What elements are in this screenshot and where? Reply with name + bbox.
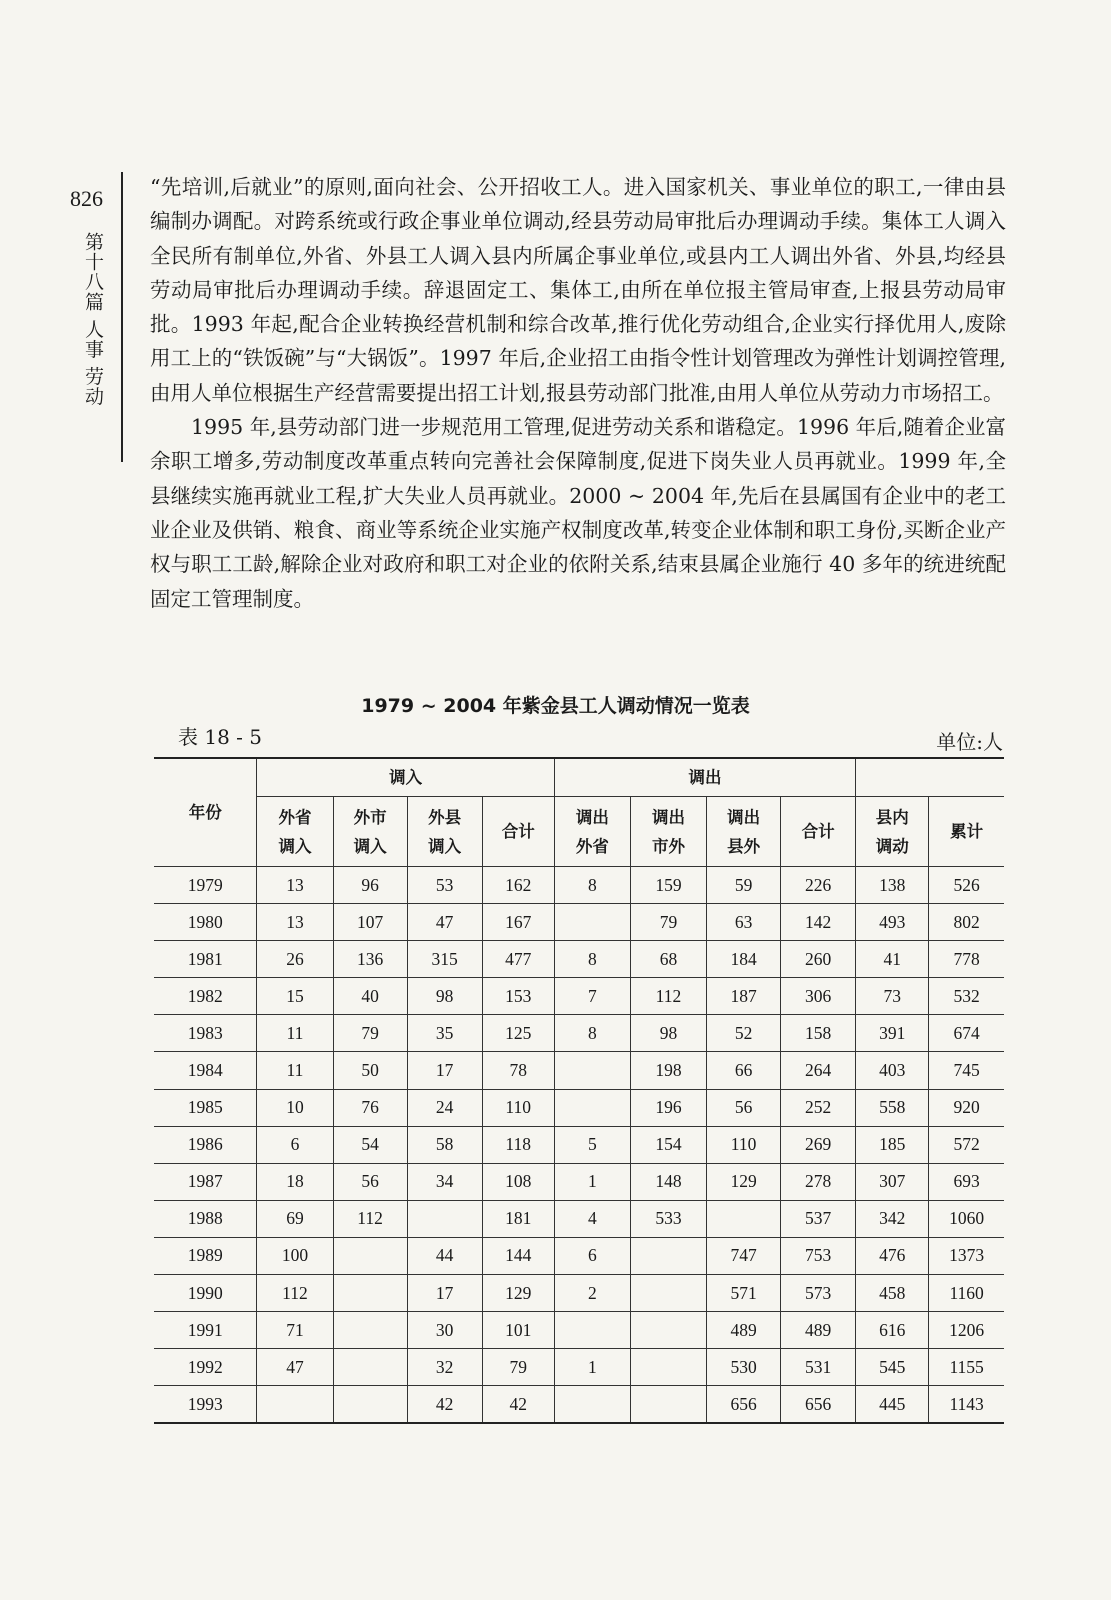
value-cell: 269	[781, 1126, 856, 1163]
value-cell: 1060	[929, 1200, 1004, 1237]
table-row	[154, 867, 1004, 904]
transfer-table	[154, 757, 1004, 1424]
value-cell: 489	[707, 1312, 781, 1349]
value-cell: 802	[929, 904, 1004, 941]
value-cell: 530	[707, 1349, 781, 1386]
value-cell: 1373	[929, 1237, 1004, 1274]
value-cell: 71	[257, 1312, 333, 1349]
value-cell: 142	[781, 904, 856, 941]
value-cell: 572	[929, 1126, 1004, 1163]
value-cell: 573	[781, 1275, 856, 1312]
value-cell	[630, 1386, 706, 1424]
value-cell: 15	[257, 978, 333, 1015]
value-cell: 493	[856, 904, 929, 941]
header-label: 县内调动	[875, 807, 909, 856]
year-cell: 1988	[154, 1200, 257, 1237]
value-cell	[257, 1386, 333, 1424]
value-cell: 125	[482, 1015, 554, 1052]
year-cell: 1987	[154, 1163, 257, 1200]
value-cell: 79	[630, 904, 706, 941]
value-cell: 391	[856, 1015, 929, 1052]
year-cell: 1993	[154, 1386, 257, 1424]
value-cell: 100	[257, 1237, 333, 1274]
table-row	[154, 1015, 1004, 1052]
value-cell: 154	[630, 1126, 706, 1163]
value-cell: 162	[482, 867, 554, 904]
value-cell: 78	[482, 1052, 554, 1089]
value-cell: 1	[554, 1349, 630, 1386]
value-cell: 1206	[929, 1312, 1004, 1349]
value-cell	[554, 1312, 630, 1349]
value-cell	[630, 1237, 706, 1274]
value-cell: 445	[856, 1386, 929, 1424]
value-cell: 26	[257, 941, 333, 978]
year-cell: 1982	[154, 978, 257, 1015]
value-cell: 526	[929, 867, 1004, 904]
header-label: 调出外省	[575, 807, 609, 856]
value-cell: 260	[781, 941, 856, 978]
value-cell: 1155	[929, 1349, 1004, 1386]
header-label: 合计	[501, 822, 535, 841]
value-cell: 63	[707, 904, 781, 941]
table-row	[154, 1237, 1004, 1274]
value-cell: 8	[554, 867, 630, 904]
value-cell: 6	[554, 1237, 630, 1274]
value-cell: 98	[630, 1015, 706, 1052]
header-cumulative	[929, 797, 1004, 867]
header-label: 外省调入	[278, 807, 312, 856]
table-title: 1979 ~ 2004 年紫金县工人调动情况一览表	[361, 695, 750, 717]
value-cell	[554, 1089, 630, 1126]
value-cell: 50	[333, 1052, 407, 1089]
value-cell: 110	[482, 1089, 554, 1126]
header-label: 累计	[950, 822, 984, 841]
value-cell: 2	[554, 1275, 630, 1312]
value-cell: 8	[554, 941, 630, 978]
value-cell: 52	[707, 1015, 781, 1052]
value-cell	[333, 1237, 407, 1274]
value-cell: 196	[630, 1089, 706, 1126]
value-cell: 656	[707, 1386, 781, 1424]
value-cell: 4	[554, 1200, 630, 1237]
value-cell: 489	[781, 1312, 856, 1349]
value-cell: 34	[407, 1163, 482, 1200]
value-cell: 1143	[929, 1386, 1004, 1424]
table-row	[154, 1089, 1004, 1126]
value-cell	[333, 1349, 407, 1386]
value-cell	[554, 1052, 630, 1089]
value-cell: 187	[707, 978, 781, 1015]
value-cell: 53	[407, 867, 482, 904]
table-row	[154, 1275, 1004, 1312]
table-row	[154, 978, 1004, 1015]
value-cell: 108	[482, 1163, 554, 1200]
year-cell: 1984	[154, 1052, 257, 1089]
value-cell: 118	[482, 1126, 554, 1163]
value-cell: 11	[257, 1052, 333, 1089]
value-cell: 181	[482, 1200, 554, 1237]
value-cell: 198	[630, 1052, 706, 1089]
value-cell: 96	[333, 867, 407, 904]
value-cell: 76	[333, 1089, 407, 1126]
value-cell: 477	[482, 941, 554, 978]
value-cell: 79	[333, 1015, 407, 1052]
value-cell: 616	[856, 1312, 929, 1349]
header-group-in: 调入	[257, 758, 554, 797]
value-cell: 342	[856, 1200, 929, 1237]
header-group-other	[856, 758, 1004, 797]
table-unit: 单位:人	[936, 730, 1003, 754]
value-cell: 545	[856, 1349, 929, 1386]
value-cell: 315	[407, 941, 482, 978]
year-cell: 1980	[154, 904, 257, 941]
value-cell: 54	[333, 1126, 407, 1163]
value-cell: 264	[781, 1052, 856, 1089]
value-cell: 30	[407, 1312, 482, 1349]
value-cell: 1160	[929, 1275, 1004, 1312]
value-cell: 35	[407, 1015, 482, 1052]
header-label: 外县调入	[428, 807, 462, 856]
value-cell: 112	[257, 1275, 333, 1312]
margin-rule	[121, 172, 123, 462]
value-cell	[630, 1275, 706, 1312]
value-cell: 533	[630, 1200, 706, 1237]
value-cell: 58	[407, 1126, 482, 1163]
year-cell: 1989	[154, 1237, 257, 1274]
header-label: 调出县外	[727, 807, 761, 856]
table-number: 表 18 - 5	[178, 725, 263, 749]
value-cell: 458	[856, 1275, 929, 1312]
value-cell: 7	[554, 978, 630, 1015]
value-cell: 693	[929, 1163, 1004, 1200]
page-number: 826	[70, 186, 103, 211]
body-text	[150, 170, 1006, 616]
table-row	[154, 1349, 1004, 1386]
value-cell: 13	[257, 867, 333, 904]
value-cell: 1	[554, 1163, 630, 1200]
table-row	[154, 1052, 1004, 1089]
value-cell: 98	[407, 978, 482, 1015]
value-cell: 13	[257, 904, 333, 941]
value-cell	[707, 1200, 781, 1237]
value-cell	[333, 1312, 407, 1349]
value-cell: 69	[257, 1200, 333, 1237]
header-in-county	[856, 797, 929, 867]
value-cell: 59	[707, 867, 781, 904]
table-row	[154, 1126, 1004, 1163]
value-cell: 158	[781, 1015, 856, 1052]
header-out-other-province	[554, 797, 630, 867]
value-cell: 107	[333, 904, 407, 941]
value-cell: 44	[407, 1237, 482, 1274]
value-cell: 40	[333, 978, 407, 1015]
value-cell: 531	[781, 1349, 856, 1386]
value-cell: 68	[630, 941, 706, 978]
value-cell: 747	[707, 1237, 781, 1274]
value-cell	[333, 1386, 407, 1424]
value-cell: 185	[856, 1126, 929, 1163]
year-cell: 1983	[154, 1015, 257, 1052]
value-cell: 47	[407, 904, 482, 941]
value-cell: 32	[407, 1349, 482, 1386]
header-label: 调出市外	[651, 807, 685, 856]
value-cell	[554, 1386, 630, 1424]
year-cell: 1986	[154, 1126, 257, 1163]
value-cell: 745	[929, 1052, 1004, 1089]
value-cell: 8	[554, 1015, 630, 1052]
value-cell: 41	[856, 941, 929, 978]
value-cell: 674	[929, 1015, 1004, 1052]
table-row	[154, 1312, 1004, 1349]
value-cell: 129	[707, 1163, 781, 1200]
header-in-other-province	[257, 797, 333, 867]
value-cell: 252	[781, 1089, 856, 1126]
header-in-other-county	[407, 797, 482, 867]
paragraph-2: 1995 年,县劳动部门进一步规范用工管理,促进劳动关系和谐稳定。1996 年后,随着企业富余职工增多,劳动制度改革重点转向完善社会保障制度,促进下岗失业人员再就业。1999 年,全县继续实施再就业工程,扩大失业人员再就业。2000 ~ 2004 年,先后在县属国有企业中的老工业企业及供销、粮食、商业等系统企业实施产权制度改革,转变企业体制和职工身份,买断企业产权与职工工龄,解除企业对政府和职工对企业的依附关系,结束县属企业施行 40 多年的统进统配固定工管理制度。	[150, 415, 1006, 611]
value-cell: 532	[929, 978, 1004, 1015]
paragraph-1: “先培训,后就业”的原则,面向社会、公开招收工人。进入国家机关、事业单位的职工,一律由县编制办调配。对跨系统或行政企事业单位调动,经县劳动局审批后办理调动手续。集体工人调入全民所有制单位,外省、外县工人调入县内所属企事业单位,或县内工人调出外省、外县,均经县劳动局审批后办理调动手续。辞退固定工、集体工,由所在单位报主管局审查,上报县劳动局审批。1993 年起,配合企业转换经营机制和综合改革,推行优化劳动组合,企业实行择优用人,废除用工上的“铁饭碗”与“大锅饭”。1997 年后,企业招工由指令性计划管理改为弹性计划调控管理,由用人单位根据生产经营需要提出招工计划,报县劳动部门批准,由用人单位从劳动力市场招工。	[150, 175, 1006, 405]
value-cell: 56	[707, 1089, 781, 1126]
value-cell: 138	[856, 867, 929, 904]
year-cell: 1991	[154, 1312, 257, 1349]
header-in-total	[482, 797, 554, 867]
value-cell: 226	[781, 867, 856, 904]
value-cell: 136	[333, 941, 407, 978]
header-in-other-city	[333, 797, 407, 867]
value-cell	[554, 904, 630, 941]
value-cell: 11	[257, 1015, 333, 1052]
year-cell: 1981	[154, 941, 257, 978]
table-row	[154, 1386, 1004, 1424]
year-cell: 1990	[154, 1275, 257, 1312]
value-cell: 144	[482, 1237, 554, 1274]
value-cell: 47	[257, 1349, 333, 1386]
header-label: 外市调入	[353, 807, 387, 856]
value-cell: 184	[707, 941, 781, 978]
value-cell: 24	[407, 1089, 482, 1126]
value-cell: 112	[630, 978, 706, 1015]
header-out-other-city	[630, 797, 706, 867]
value-cell	[407, 1200, 482, 1237]
table-row	[154, 1200, 1004, 1237]
value-cell: 73	[856, 978, 929, 1015]
value-cell	[630, 1349, 706, 1386]
value-cell	[630, 1312, 706, 1349]
value-cell: 10	[257, 1089, 333, 1126]
value-cell: 753	[781, 1237, 856, 1274]
table-body	[154, 867, 1004, 1424]
value-cell: 558	[856, 1089, 929, 1126]
value-cell: 159	[630, 867, 706, 904]
value-cell: 476	[856, 1237, 929, 1274]
value-cell: 167	[482, 904, 554, 941]
header-out-total	[781, 797, 856, 867]
year-cell: 1985	[154, 1089, 257, 1126]
value-cell: 278	[781, 1163, 856, 1200]
value-cell: 79	[482, 1349, 554, 1386]
value-cell: 66	[707, 1052, 781, 1089]
value-cell: 778	[929, 941, 1004, 978]
value-cell: 42	[482, 1386, 554, 1424]
value-cell: 101	[482, 1312, 554, 1349]
value-cell: 17	[407, 1275, 482, 1312]
value-cell: 6	[257, 1126, 333, 1163]
table-row	[154, 904, 1004, 941]
header-group-out: 调出	[554, 758, 855, 797]
value-cell: 112	[333, 1200, 407, 1237]
value-cell: 148	[630, 1163, 706, 1200]
value-cell: 537	[781, 1200, 856, 1237]
value-cell: 18	[257, 1163, 333, 1200]
value-cell: 920	[929, 1089, 1004, 1126]
chapter-side-title: 第十八篇 人事 劳动	[82, 232, 104, 407]
value-cell: 17	[407, 1052, 482, 1089]
value-cell: 56	[333, 1163, 407, 1200]
value-cell: 129	[482, 1275, 554, 1312]
year-cell: 1979	[154, 867, 257, 904]
value-cell	[333, 1275, 407, 1312]
header-year: 年份	[154, 758, 257, 867]
value-cell: 307	[856, 1163, 929, 1200]
value-cell: 403	[856, 1052, 929, 1089]
year-cell: 1992	[154, 1349, 257, 1386]
header-out-other-county	[707, 797, 781, 867]
value-cell: 42	[407, 1386, 482, 1424]
table-row	[154, 1163, 1004, 1200]
value-cell: 110	[707, 1126, 781, 1163]
header-label: 合计	[801, 822, 835, 841]
value-cell: 656	[781, 1386, 856, 1424]
table-row	[154, 941, 1004, 978]
value-cell: 306	[781, 978, 856, 1015]
value-cell: 5	[554, 1126, 630, 1163]
value-cell: 571	[707, 1275, 781, 1312]
value-cell: 153	[482, 978, 554, 1015]
